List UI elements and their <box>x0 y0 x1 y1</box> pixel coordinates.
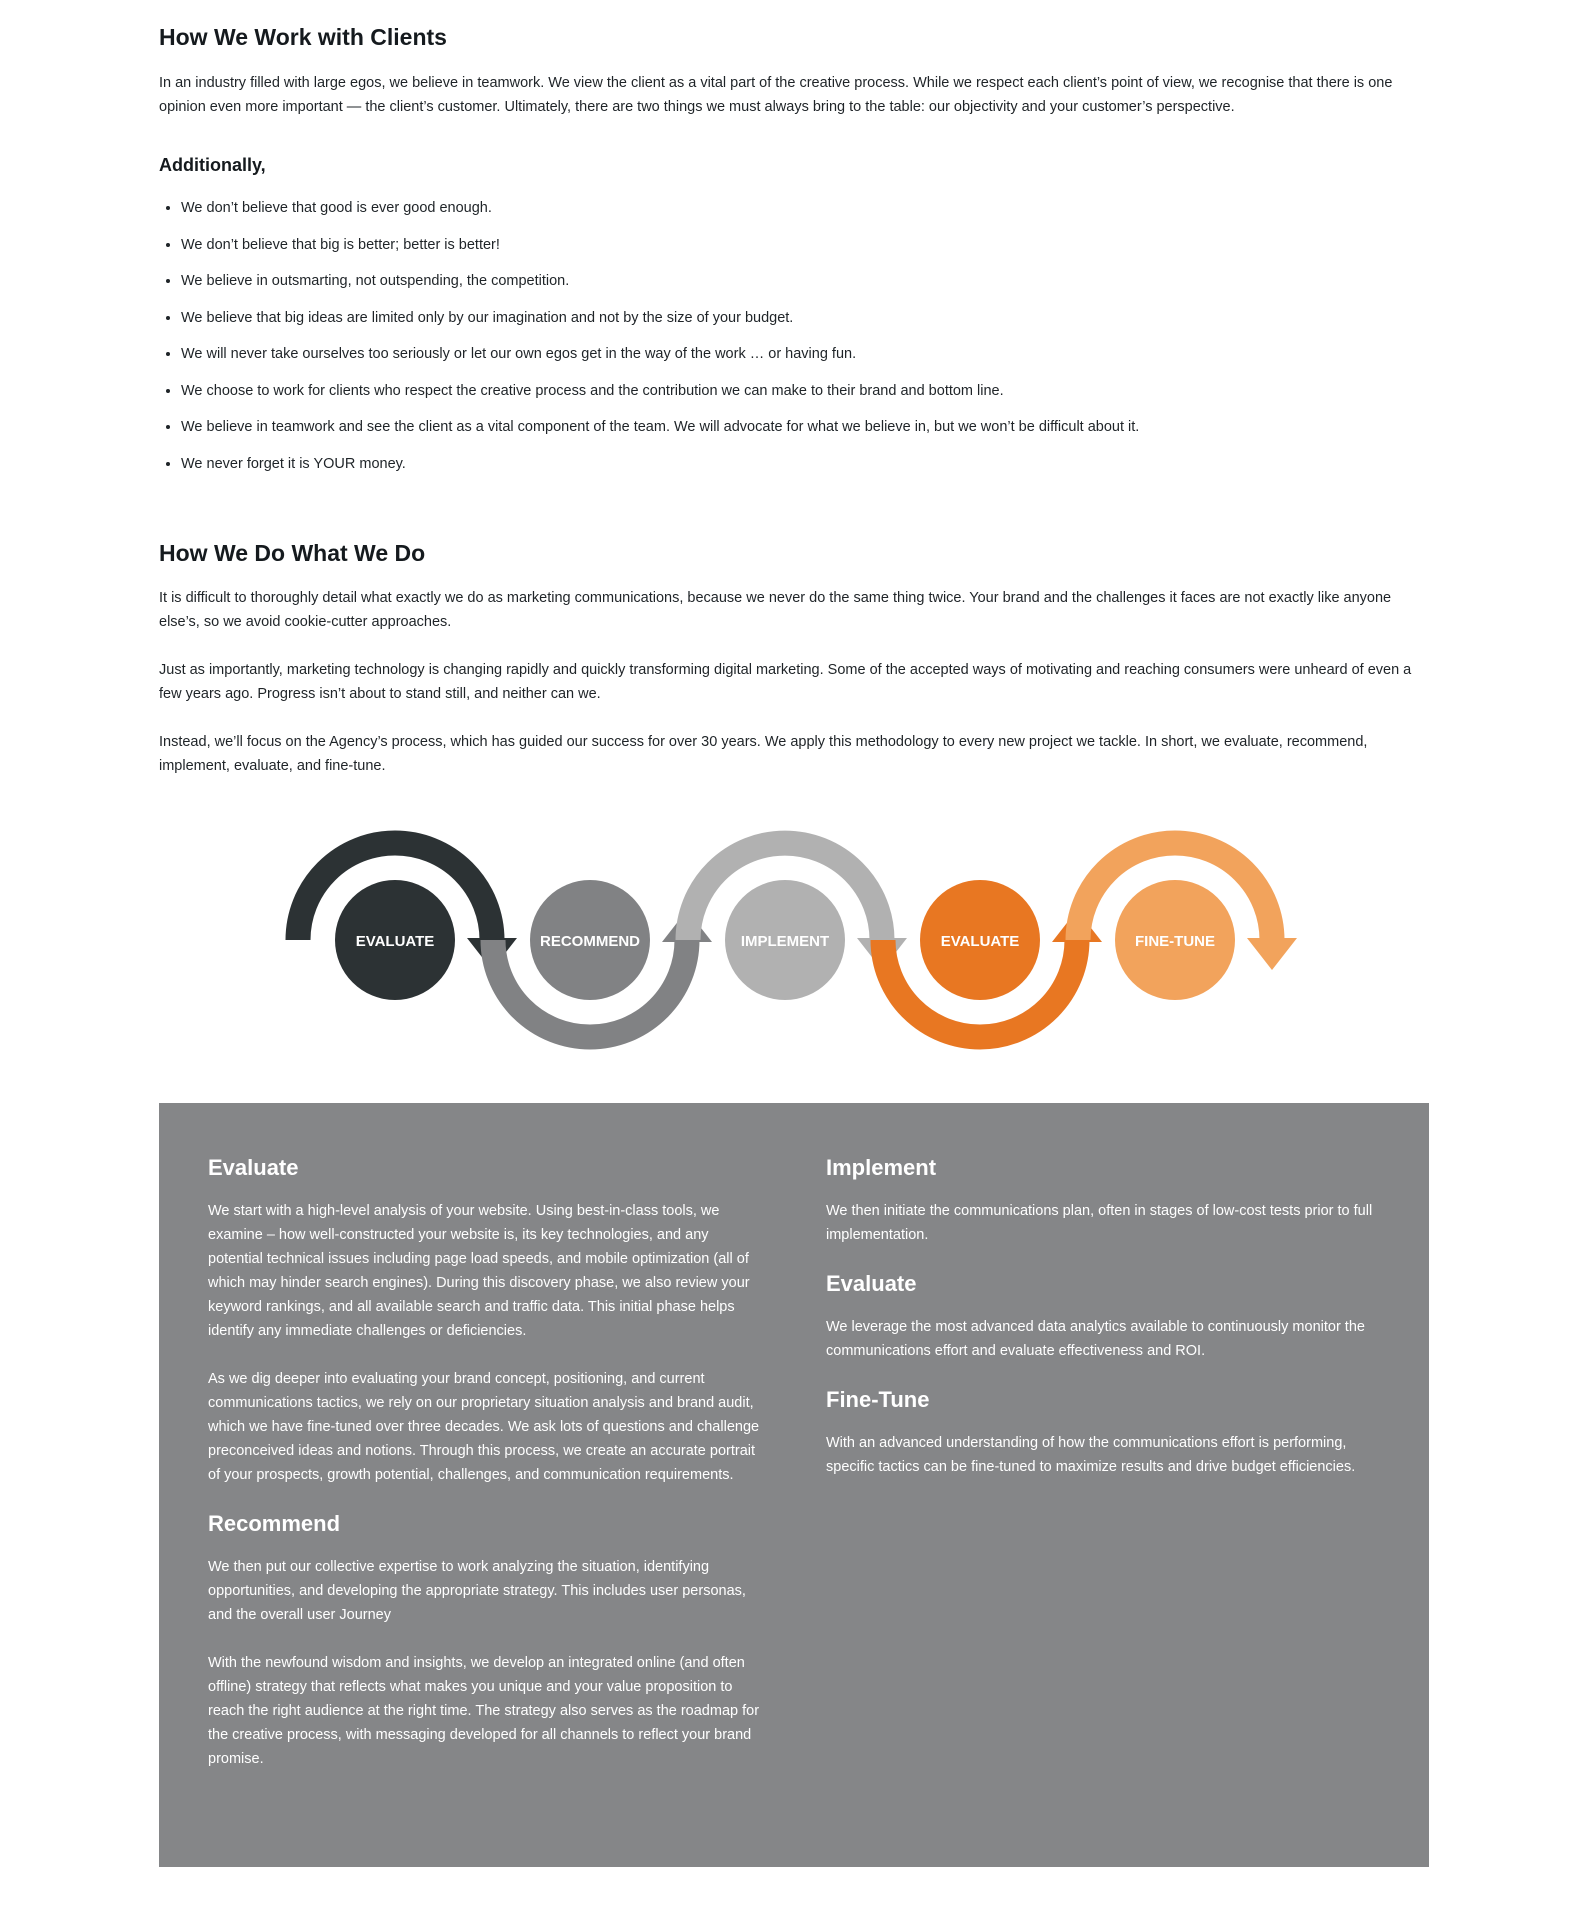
list-item: • We believe in outsmarting, not outspending, the competition. <box>181 269 1139 293</box>
list-item: • We believe that big ideas are limited only by our imagination and not by the size of your budget. <box>181 306 1139 330</box>
detail-paragraph: As we dig deeper into evaluating your brand concept, positioning, and current communications tactics, we rely on our proprietary situation analysis and brand audit, which we have fine-tuned over three decades. We ask lots of questions and challenge preconceived ideas and notions. Through this process, we create an accurate portrait of your prospects, growth potential, challenges, and communication requirements. <box>208 1371 760 1483</box>
step-label: FINE-TUNE <box>1135 933 1215 950</box>
list-item: • We believe in teamwork and see the client as a vital component of the team. We will advocate for what we believe in, but we won’t be difficult about it. <box>181 415 1139 439</box>
detail-recommend <box>208 1511 763 1771</box>
step-label: RECOMMEND <box>540 933 640 950</box>
list-item: • We will never take ourselves too seriously or let our own egos get in the way of the work … or having fun. <box>181 342 1139 366</box>
step-label: EVALUATE <box>355 933 435 950</box>
list-item: • We never forget it is YOUR money. <box>181 452 1139 476</box>
detail-paragraph: We leverage the most advanced data analytics available to continuously monitor the communications effort and evaluate effectiveness and ROI. <box>826 1319 1365 1359</box>
detail-title: Implement <box>826 1155 937 1180</box>
detail-paragraph: We then put our collective expertise to work analyzing the situation, identifying opportunities, and developing the appropriate strategy. This includes user personas, and the overall user Journey <box>208 1559 746 1623</box>
clients-paragraph: In an industry filled with large egos, we believe in teamwork. We view the client as a vital part of the creative process. While we respect each client’s point of view, we recognise that there is one opinion even more important — the client’s customer. Ultimately, there are two things we must always bring to the table: our objectivity and your customer’s perspective. <box>159 75 1393 115</box>
details-left-column <box>208 1155 763 1795</box>
arrow-down-icon <box>1247 938 1297 970</box>
process-paragraph: It is difficult to thoroughly detail what exactly we do as marketing communications, because we never do the same thing twice. Your brand and the challenges it faces are not exactly like anyone else’s, so we avoid cookie-cutter approaches. <box>159 590 1392 630</box>
process-paragraph: Instead, we’ll focus on the Agency’s process, which has guided our success for over 30 years. We apply this methodology to every new project we tackle. In short, we evaluate, recommend, implement, evaluate, and fine-tune. <box>159 734 1368 774</box>
detail-paragraph: With the newfound wisdom and insights, we develop an integrated online (and often offline) strategy that reflects what makes you unique and your value proposition to reach the right audience at the right time. The strategy also serves as the roadmap for the creative process, with messaging developed for all channels to reflect your brand promise. <box>208 1655 760 1767</box>
detail-paragraph: With an advanced understanding of how the communications effort is performing, specific tactics can be fine-tuned to maximize results and drive budget efficiencies. <box>826 1435 1356 1475</box>
list-item: • We choose to work for clients who respect the creative process and the contribution we can make to their brand and bottom line. <box>181 379 1139 403</box>
detail-paragraph: We then initiate the communications plan, often in stages of low-cost tests prior to full implementation. <box>826 1203 1373 1243</box>
detail-implement <box>826 1155 1381 1247</box>
step-label: IMPLEMENT <box>740 933 830 950</box>
process-details-panel <box>159 1103 1429 1867</box>
detail-evaluate <box>208 1155 763 1487</box>
additionally-heading: Additionally, <box>159 155 266 175</box>
section-title-clients: How We Work with Clients <box>159 24 447 50</box>
list-item: • We don’t believe that good is ever good enough. <box>181 196 1139 220</box>
detail-fine-tune <box>826 1387 1381 1479</box>
detail-title: Evaluate <box>826 1271 917 1296</box>
beliefs-list <box>159 196 1139 488</box>
list-item: • We don’t believe that big is better; better is better! <box>181 233 1139 257</box>
process-diagram <box>0 820 1590 1060</box>
detail-title: Fine-Tune <box>826 1387 930 1412</box>
detail-paragraph: We start with a high-level analysis of your website. Using best-in-class tools, we examine – how well-constructed your website is, its key technologies, and any potential technical issues including page load speeds, and mobile optimization (all of which may hinder search engines). During this discovery phase, we also review your keyword rankings, and all available search and traffic data. This initial phase helps identify any immediate challenges or deficiencies. <box>208 1203 750 1339</box>
section-title-process: How We Do What We Do <box>159 540 426 566</box>
detail-title: Evaluate <box>208 1155 299 1180</box>
detail-title: Recommend <box>208 1511 341 1536</box>
detail-evaluate-2 <box>826 1271 1381 1363</box>
process-paragraph: Just as importantly, marketing technology is changing rapidly and quickly transforming digital marketing. Some of the accepted ways of motivating and reaching consumers were unheard of even a few years ago. Progress isn’t about to stand still, and neither can we. <box>159 662 1412 702</box>
details-right-column <box>826 1155 1381 1503</box>
step-label: EVALUATE <box>940 933 1020 950</box>
